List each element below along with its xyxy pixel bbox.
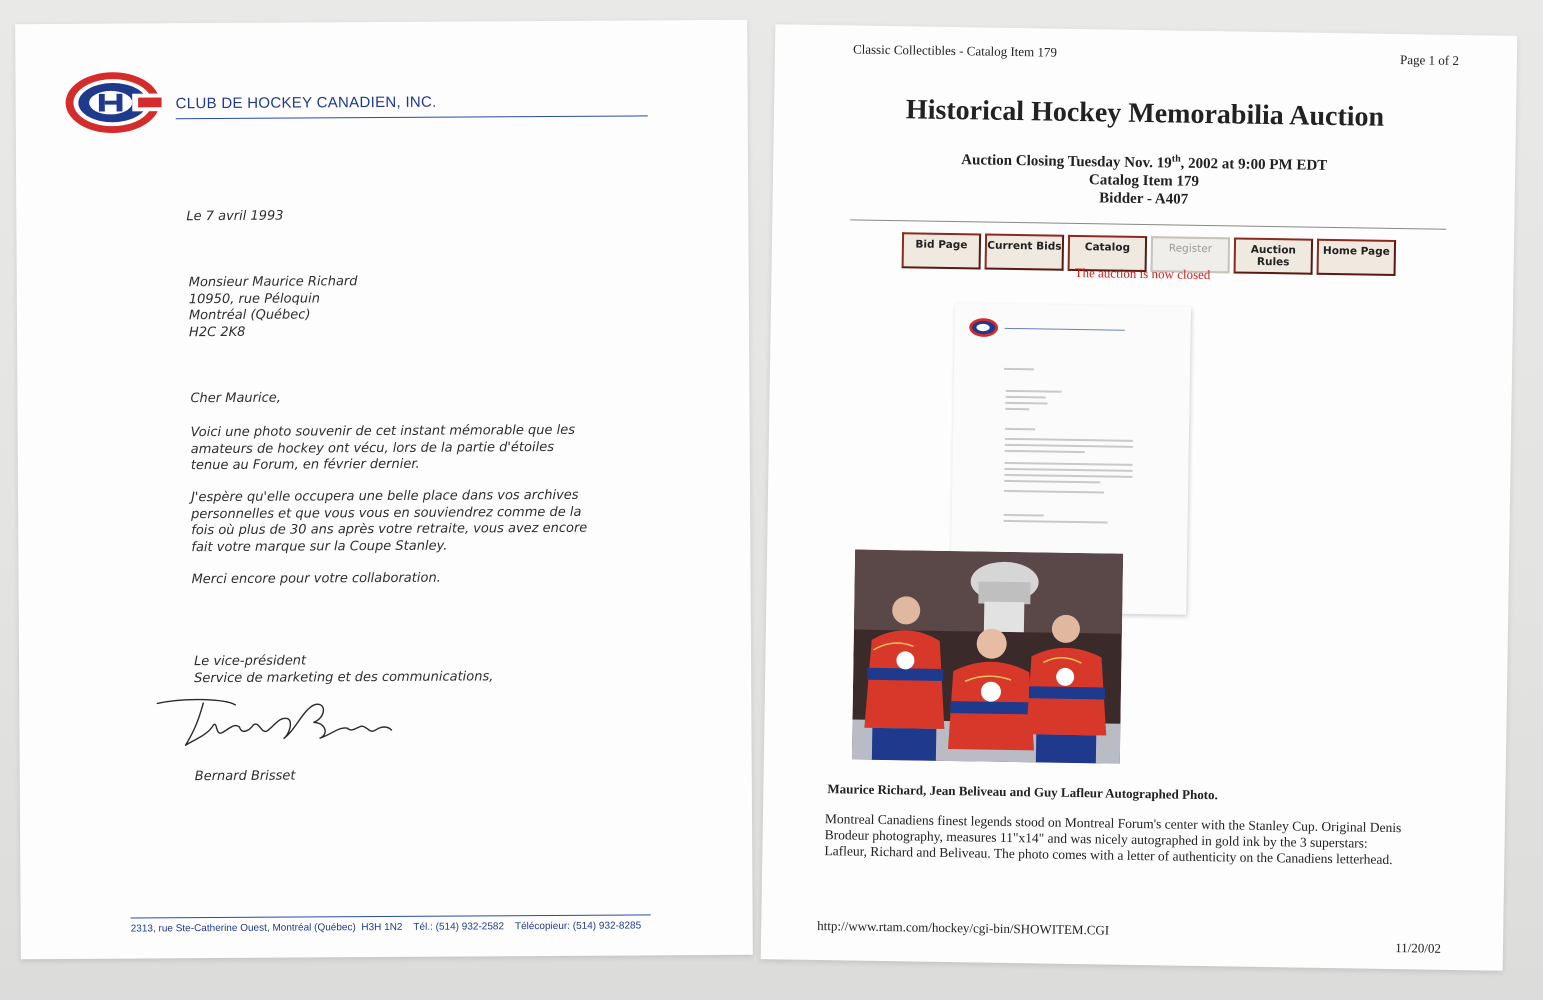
thumb-line: [1005, 462, 1133, 466]
footer-rule: [131, 914, 651, 918]
greeting: Cher Maurice,: [190, 390, 281, 407]
register-button[interactable]: Register: [1151, 236, 1231, 273]
autographed-photo: [852, 550, 1123, 764]
print-date: 11/20/02: [1395, 940, 1442, 956]
signoff-line: Le vice-président: [194, 653, 307, 670]
thumb-line: [1004, 368, 1034, 370]
club-name: CLUB DE HOCKEY CANADIEN, INC.: [175, 93, 437, 113]
auction-rules-button[interactable]: Auction Rules: [1234, 237, 1314, 274]
thumb-line: [1004, 468, 1132, 472]
thumb-line: [1005, 328, 1125, 331]
thumb-line: [1004, 480, 1100, 484]
canadiens-logo: [63, 69, 161, 136]
thumb-line: [1005, 408, 1029, 410]
address-line: H2C 2K8: [188, 324, 246, 340]
thumb-line: [1006, 396, 1046, 399]
catalog-item: Catalog Item 179: [1088, 172, 1200, 190]
letter-paragraph: J'espère qu'elle occupera une belle place dans vos archives personnelles et que vous vous en souviendrez comme de la fois où plus de 30 ans après votre retraite, vous avez encore fait votre marque sur la Coupe Stanley.: [191, 487, 588, 555]
closing-time: , 2002 at 9:00 PM EDT: [1180, 155, 1328, 174]
handwritten-signature: [155, 694, 395, 755]
catalog-button[interactable]: Catalog: [1068, 235, 1148, 272]
page-number: Page 1 of 2: [1399, 52, 1460, 68]
thumb-line: [1005, 444, 1133, 448]
footer-address: 2313, rue Ste-Catherine Ouest, Montréal (Québec) H3H 1N2 Tél.: (514) 932-2582 Télécopieur: (514) 932-8285: [130, 920, 642, 935]
address-line: Montréal (Québec): [188, 307, 311, 324]
thumb-line: [1005, 402, 1047, 405]
thumb-line: [1005, 450, 1085, 453]
thumbnail-logo: [968, 317, 998, 337]
thumb-line: [1005, 428, 1035, 430]
thumb-line: [1004, 474, 1132, 478]
page-url: http://www.rtam.com/hockey/cgi-bin/SHOWITEM.CGI: [817, 917, 1110, 938]
auction-meta: [773, 144, 1516, 214]
divider: [850, 219, 1446, 229]
signer-name: Bernard Brisset: [194, 768, 296, 785]
thumb-line: [1005, 438, 1133, 442]
thumb-line: [1004, 520, 1108, 524]
closing-sup: th: [1171, 153, 1181, 165]
bidder-id: Bidder - A407: [1099, 190, 1189, 208]
auction-title: Historical Hockey Memorabilia Auction: [905, 94, 1385, 133]
bid-page-button[interactable]: Bid Page: [902, 232, 982, 269]
thumb-line: [1006, 390, 1062, 393]
header-rule: [176, 115, 648, 119]
letter-page: [15, 20, 753, 959]
item-description: Montreal Canadiens finest legends stood on Montreal Forum's center with the Stanley Cup. Original Denis Brodeur photography, measures 11"x14" and was nicely autographed in gold ink by the 3 superstars: Lafleur, Richard and Beliveau. The photo comes with a letter of authenticity on the Canadiens letterhead.: [824, 811, 1402, 868]
home-page-button[interactable]: Home Page: [1317, 239, 1397, 276]
thumb-line: [1004, 490, 1104, 494]
print-header-title: Classic Collectibles - Catalog Item 179: [852, 41, 1058, 60]
recipient-address: [189, 274, 358, 341]
letter-paragraph: Voici une photo souvenir de cet instant mémorable que les amateurs de hockey ont vécu, lors de la partie d'étoiles tenue au Forum, en février dernier.: [190, 422, 576, 474]
current-bids-button[interactable]: Current Bids: [985, 234, 1065, 271]
auction-closed-notice: The auction is now closed: [1074, 264, 1211, 283]
signoff-line: Service de marketing et des communications,: [194, 668, 494, 686]
closing-text: Auction Closing Tuesday Nov. 19: [961, 152, 1172, 172]
catalog-page: [761, 24, 1518, 971]
letter-date: Le 7 avril 1993: [186, 208, 284, 225]
item-title: Maurice Richard, Jean Beliveau and Guy Lafleur Autographed Photo.: [827, 781, 1218, 803]
address-line: Monsieur Maurice Richard: [188, 274, 358, 291]
address-line: 10950, rue Péloquin: [188, 290, 320, 307]
signoff: [194, 652, 493, 687]
letter-paragraph: Merci encore pour votre collaboration.: [191, 570, 441, 588]
thumb-line: [1004, 514, 1044, 517]
